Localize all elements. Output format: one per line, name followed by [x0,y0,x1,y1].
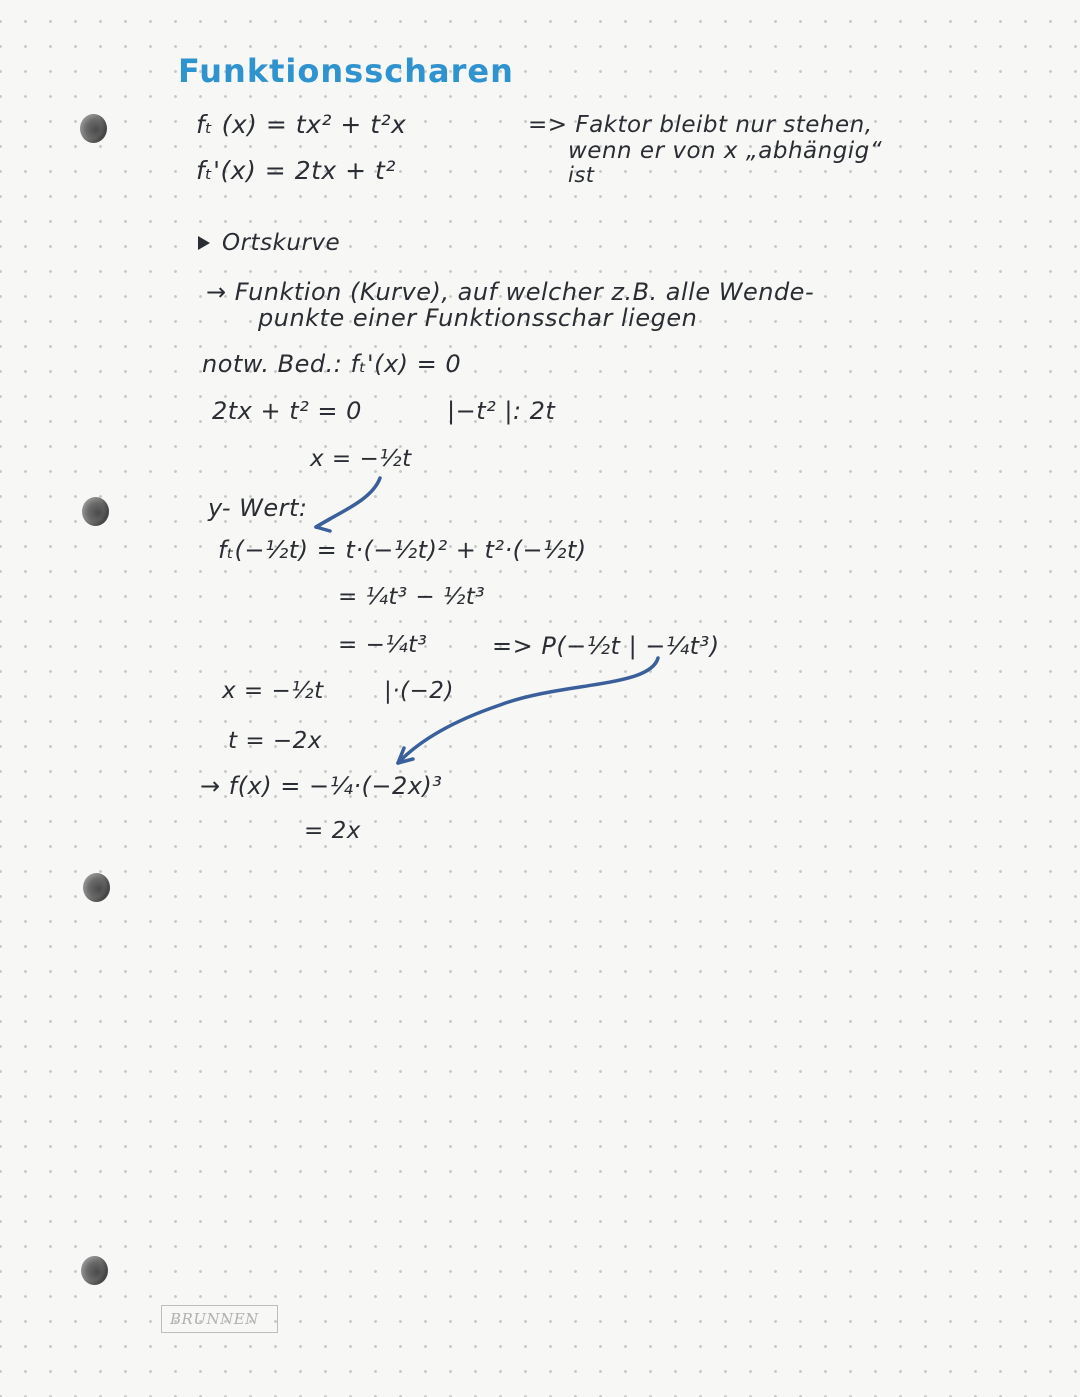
solve-for-t-line-1: x = −½t [222,678,324,704]
solve-for-t-ops: |·(−2) [384,678,454,704]
point-result: => P(−½t | −¼t³) [492,632,720,660]
y-value-line-3: = −¼t³ [338,632,428,658]
section-heading: Ortskurve [222,230,341,256]
result-line-1: → f(x) = −¼·(−2x)³ [200,772,443,800]
side-note-line-1: => Faktor bleibt nur stehen, [528,112,873,138]
solve-for-t-line-2: t = −2x [228,728,322,754]
side-note-line-3: ist [568,163,595,187]
formula-f-prime: fₜ'(x) = 2tx + t² [196,156,396,185]
side-note-line-2: wenn er von x „abhängig“ [568,138,883,164]
necessary-condition: notw. Bed.: fₜ'(x) = 0 [202,350,462,378]
definition-line-1: → Funktion (Kurve), auf welcher z.B. alle Wende- [206,278,815,306]
y-value-label: y- Wert: [208,494,308,522]
page-title: Funktionsscharen [178,52,514,90]
arrow-x-to-y-value-head [316,519,330,531]
equation-step-1: 2tx + t² = 0 [212,397,362,425]
brand-logo: BRUNNEN [161,1305,278,1333]
y-value-line-2: = ¼t³ − ½t³ [338,584,486,610]
arrow-point-to-result [398,658,658,763]
definition-line-2: punkte einer Funktionsschar liegen [258,304,698,332]
y-value-line-1: fₜ(−½t) = t·(−½t)² + t²·(−½t) [218,536,587,564]
formula-f: fₜ (x) = tx² + t²x [196,110,407,139]
result-line-2: = 2x [304,818,361,844]
equation-step-2: x = −½t [310,446,412,472]
equation-step-1-ops: |−t² |: 2t [447,397,556,425]
